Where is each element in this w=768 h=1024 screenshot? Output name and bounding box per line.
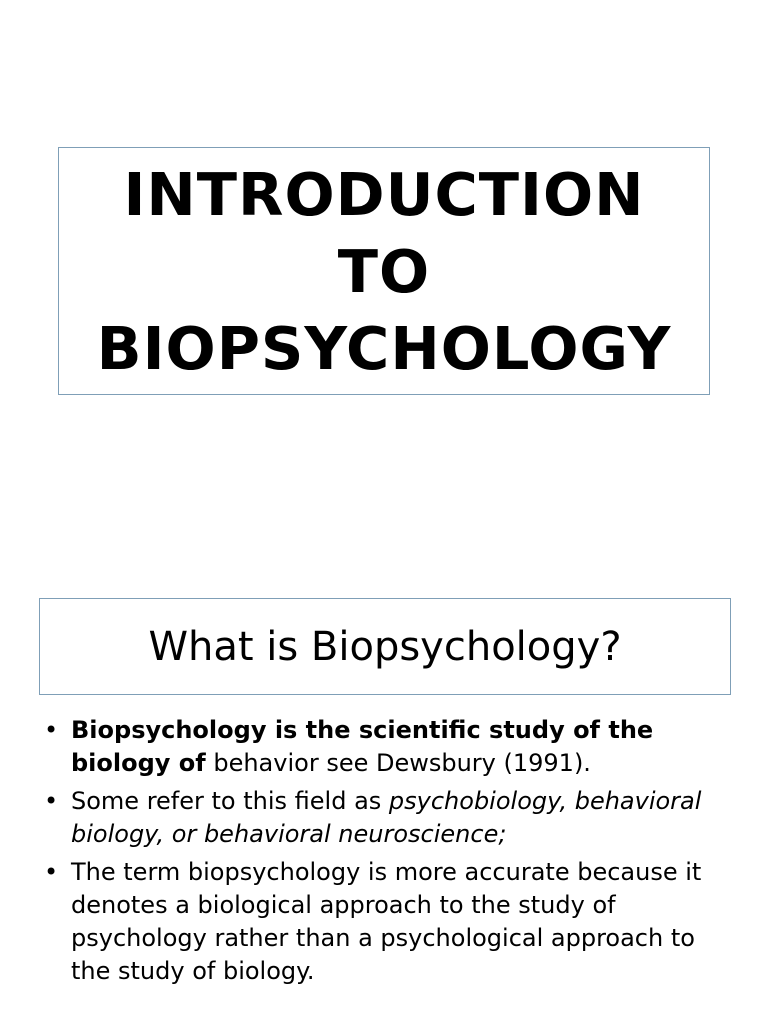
bullet-list: [44, 714, 734, 993]
bullet-dot-icon: •: [44, 787, 59, 815]
bullet-2-text: Some refer to this field as: [71, 787, 389, 815]
bullet-item-1: [44, 714, 734, 780]
slide-heading: What is Biopsychology?: [148, 623, 622, 670]
bullet-item-2: [44, 785, 734, 851]
title-line-1: INTRODUCTION: [123, 159, 645, 229]
bullet-item-3: [44, 856, 734, 988]
bullet-1-text: behavior see Dewsbury (1991).: [205, 749, 591, 777]
content-slide: [0, 560, 768, 1024]
bullet-2-italic-text: psychobiology, behavioral biology, or behavioral neuroscience;: [71, 787, 702, 848]
heading-box: [39, 598, 731, 695]
title-box: [58, 147, 710, 395]
title-line-3: BIOPSYCHOLOGY: [96, 313, 672, 383]
bullet-1-bold-text: Biopsychology is the scientific study of the biology of: [71, 716, 654, 777]
bullet-3-text: The term biopsychology is more accurate because it denotes a biological approach to the study of psychology rather than a psychological approach to the study of biology.: [71, 858, 702, 985]
bullet-dot-icon: •: [44, 858, 59, 886]
title-line-2: TO: [337, 236, 431, 306]
bullet-dot-icon: •: [44, 716, 59, 744]
